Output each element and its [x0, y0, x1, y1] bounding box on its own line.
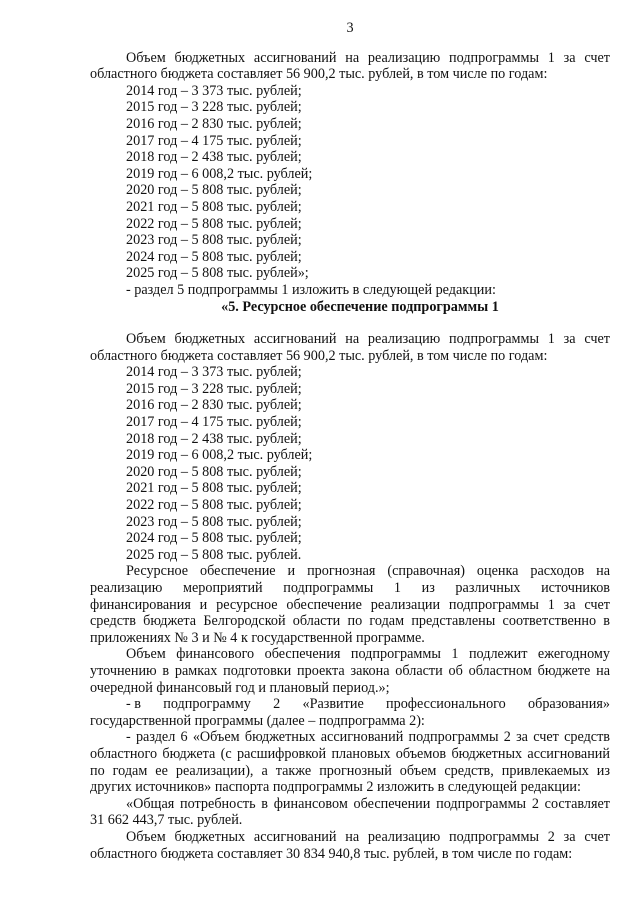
subprogram2-continuation: государственной программы (далее – подпрограмма 2): — [90, 712, 425, 729]
year-line: 2014 год – 3 373 тыс. рублей; — [126, 364, 302, 381]
word: 2 — [273, 696, 281, 713]
year-list-2 — [90, 364, 610, 563]
year-line: 2023 год – 5 808 тыс. рублей; — [126, 232, 302, 249]
year-line: 2021 год – 5 808 тыс. рублей; — [126, 480, 302, 497]
paragraph-subprogram1-budget-repeat: Объем бюджетных ассигнований на реализацию подпрограммы 1 за счет областного бюджета составляет 56 900,2 тыс. рублей, в том числе по годам: — [90, 331, 610, 364]
year-line: 2024 год – 5 808 тыс. рублей; — [126, 248, 302, 265]
paragraph-resource-provision: Ресурсное обеспечение и прогнозная (справочная) оценка расходов на реализацию мероприятий подпрограммы 1 из различных источников финансирования и ресурсное обеспечение реализации подпрограммы 1 за счет средств бюджета Белгородской области по годам представлены соответственно в приложениях № 3 и № 4 к государственной программе. — [90, 563, 610, 646]
year-line: 2017 год – 4 175 тыс. рублей; — [126, 414, 302, 431]
year-line: 2022 год – 5 808 тыс. рублей; — [126, 497, 302, 514]
paragraph-financing-volume: Объем финансового обеспечения подпрограммы 1 подлежит ежегодному уточнению в рамках подготовки проекта закона области об областном бюджете на очередной финансовый год и плановый период.»; — [90, 646, 610, 696]
year-line: 2024 год – 5 808 тыс. рублей; — [126, 530, 302, 547]
year-line: 2020 год – 5 808 тыс. рублей; — [126, 463, 302, 480]
word: подпрограмму — [163, 696, 251, 713]
year-line: 2021 год – 5 808 тыс. рублей; — [126, 198, 302, 215]
section5-heading: «5. Ресурсное обеспечение подпрограммы 1 — [221, 298, 499, 315]
word: профессионального — [386, 696, 506, 713]
year-line: 2023 год – 5 808 тыс. рублей; — [126, 513, 302, 530]
year-line: 2025 год – 5 808 тыс. рублей»; — [126, 265, 309, 282]
subprogram2-line — [90, 696, 610, 713]
year-line: 2025 год – 5 808 тыс. рублей. — [126, 546, 302, 563]
year-list-1 — [90, 83, 610, 282]
paragraph-total-need: «Общая потребность в финансовом обеспечении подпрограммы 2 составляет 31 662 443,7 тыс. рублей. — [90, 795, 610, 829]
year-line: 2015 год – 3 228 тыс. рублей; — [126, 380, 302, 397]
year-line: 2020 год – 5 808 тыс. рублей; — [126, 182, 302, 199]
year-line: 2019 год – 6 008,2 тыс. рублей; — [126, 165, 313, 182]
year-line: 2015 год – 3 228 тыс. рублей; — [126, 99, 302, 116]
section5-intro: - раздел 5 подпрограммы 1 изложить в следующей редакции: — [126, 281, 496, 298]
year-line: 2019 год – 6 008,2 тыс. рублей; — [126, 447, 313, 464]
paragraph-subprogram1-budget: Объем бюджетных ассигнований на реализацию подпрограммы 1 за счет областного бюджета составляет 56 900,2 тыс. рублей, в том числе по годам: — [90, 49, 610, 83]
word: «Развитие — [302, 696, 364, 713]
page-number: 3 — [346, 20, 354, 36]
year-line: 2017 год – 4 175 тыс. рублей; — [126, 132, 302, 149]
word: образования» — [528, 696, 610, 713]
paragraph-subprogram2-budget: Объем бюджетных ассигнований на реализацию подпрограммы 2 за счет областного бюджета составляет 30 834 940,8 тыс. рублей, в том числе по годам: — [90, 828, 610, 862]
year-line: 2016 год – 2 830 тыс. рублей; — [126, 397, 302, 414]
year-line: 2016 год – 2 830 тыс. рублей; — [126, 115, 302, 132]
year-line: 2018 год – 2 438 тыс. рублей; — [126, 149, 302, 166]
year-line: 2022 год – 5 808 тыс. рублей; — [126, 215, 302, 232]
paragraph-section6: - раздел 6 «Объем бюджетных ассигнований подпрограммы 2 за счет средств областного бюджета (с расшифровкой плановых объемов бюджетных ассигнований по годам ее реализации), а также прогнозный объем средств, привлекаемых из других источников» паспорта подпрограммы 2 изложить в следующей редакции: — [90, 729, 610, 796]
word: - в — [126, 696, 141, 713]
year-line: 2014 год – 3 373 тыс. рублей; — [126, 82, 302, 99]
year-line: 2018 год – 2 438 тыс. рублей; — [126, 430, 302, 447]
